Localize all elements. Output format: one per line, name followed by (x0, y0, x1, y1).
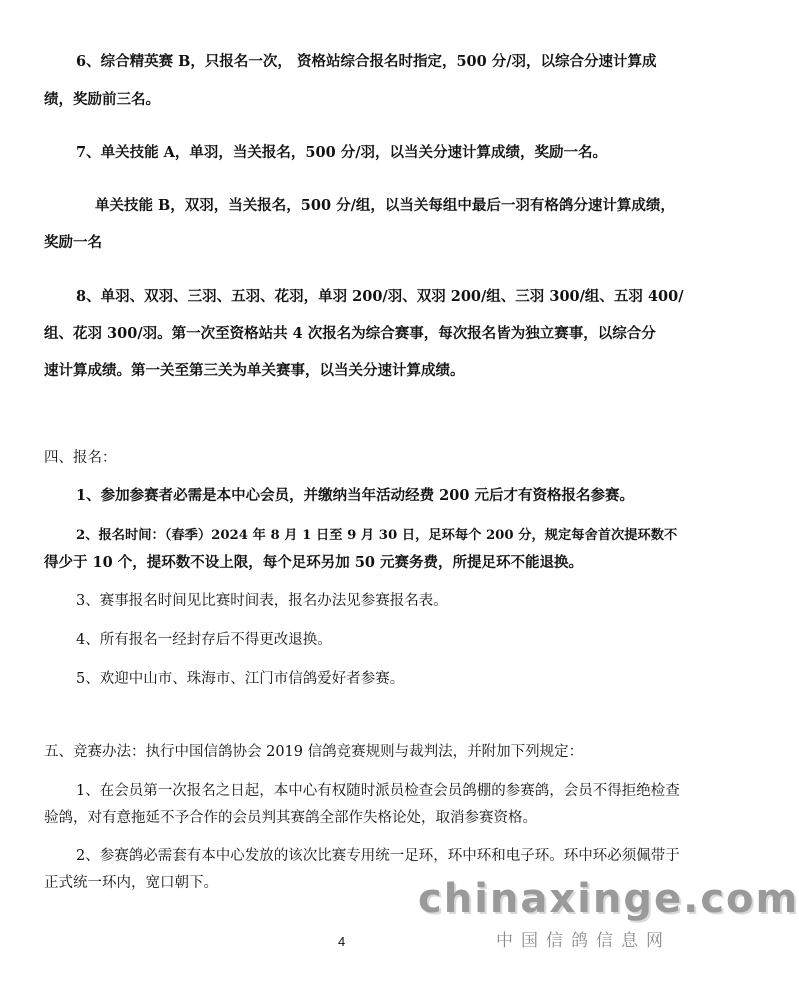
skill-b-line-2: 奖励一名 (44, 234, 102, 251)
section-5-rule-1-line-2: 验鸽，对有意拖延不予合作的会员判其赛鸽全部作失格论处，取消参赛资格。 (44, 810, 537, 826)
section-4-rule-2-line-1: 2、报名时间：（春季）2024 年 8 月 1 日至 9 月 30 日，足环每个 200 分，规定每舍首次提环数不 (76, 528, 678, 543)
section-5-heading: 五、竞赛办法：执行中国信鸽协会 2019 信鸽竞赛规则与裁判法，并附加下列规定： (44, 744, 584, 760)
item-7: 7、单关技能 A，单羽，当关报名，500 分/羽，以当关分速计算成绩，奖励一名。 (76, 144, 607, 161)
section-4-rule-5: 5、欢迎中山市、珠海市、江门市信鸽爱好者参赛。 (76, 671, 405, 687)
section-5-rule-1-line-1: 1、在会员第一次报名之日起，本中心有权随时派员检查会员鸽棚的参赛鸽，会员不得拒绝检查 (76, 783, 680, 799)
section-5-rule-2-line-1: 2、参赛鸽必需套有本中心发放的该次比赛专用统一足环，环中环和电子环。环中环必须佩带于 (76, 848, 680, 864)
item-8-line-3: 速计算成绩。第一关至第三关为单关赛事，以当关分速计算成绩。 (44, 362, 465, 379)
item-6-line-1: 6、综合精英赛 B，只报名一次， 资格站综合报名时指定，500 分/羽，以综合分速计算成 (76, 53, 657, 70)
section-4-rule-1: 1、参加参赛者必需是本中心会员，并缴纳当年活动经费 200 元后才有资格报名参赛。 (76, 487, 634, 504)
section-4-heading: 四、报名： (44, 450, 117, 466)
watermark-logo: chinaxinge.com (418, 876, 799, 922)
item-8-line-2: 组、花羽 300/羽。第一次至资格站共 4 次报名为综合赛事，每次报名皆为独立赛事，以综合分 (44, 325, 656, 342)
item-6-line-2: 绩，奖励前三名。 (44, 91, 160, 108)
section-5-rule-2-line-2: 正式统一环内，宽口朝下。 (44, 875, 218, 891)
watermark-subtitle: 中国信鸽信息网 (496, 931, 671, 951)
skill-b-line-1: 单关技能 B，双羽，当关报名，500 分/组，以当关每组中最后一羽有格鸽分速计算成绩， (95, 197, 675, 214)
section-4-rule-3: 3、赛事报名时间见比赛时间表，报名办法见参赛报名表。 (76, 593, 448, 609)
section-4-rule-2-line-2: 得少于 10 个，提环数不设上限，每个足环另加 50 元赛务费，所提足环不能退换。 (44, 554, 584, 571)
item-8-line-1: 8、单羽、双羽、三羽、五羽、花羽，单羽 200/羽、双羽 200/组、三羽 300/组、五羽 400/ (76, 288, 684, 305)
section-4-rule-4: 4、所有报名一经封存后不得更改退换。 (76, 632, 332, 648)
page-number: 4 (338, 934, 346, 949)
